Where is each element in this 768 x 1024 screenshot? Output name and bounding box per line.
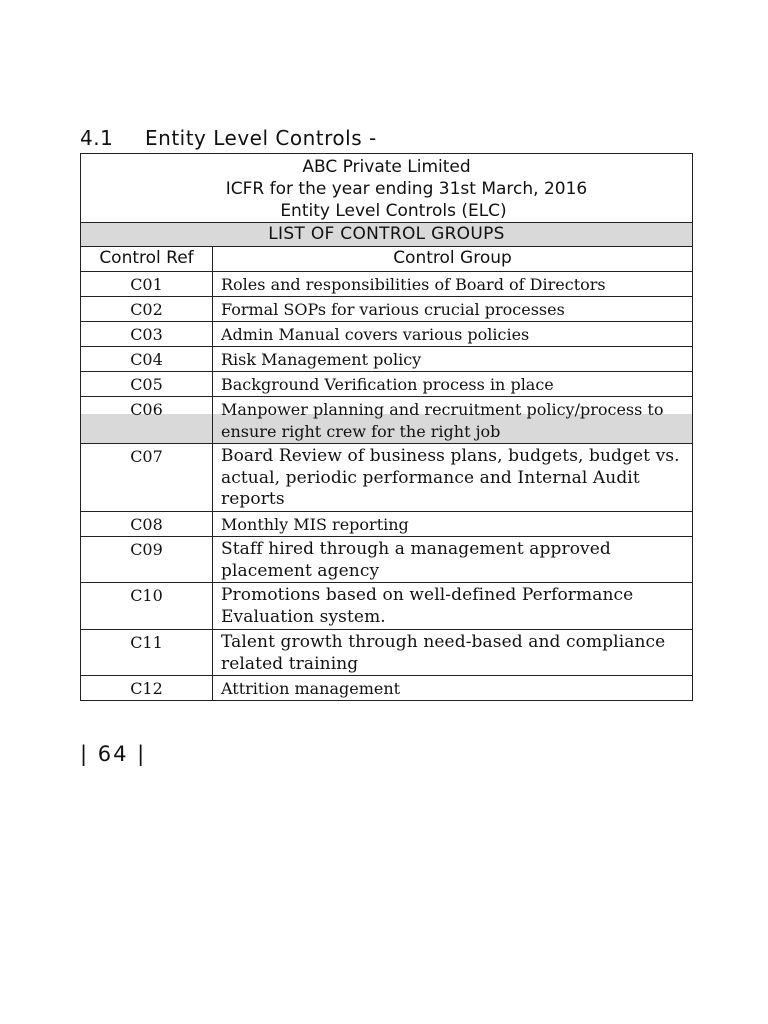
control-ref-cell: C10 xyxy=(81,583,213,630)
control-ref-cell: C09 xyxy=(81,537,213,583)
control-group-cell: Formal SOPs for various crucial processes xyxy=(213,297,693,322)
column-header-ref: Control Ref xyxy=(81,247,213,272)
table-row xyxy=(81,272,693,297)
company-name: ABC Private Limited xyxy=(302,157,471,177)
column-header-row xyxy=(81,247,693,272)
column-header-group: Control Group xyxy=(213,247,693,272)
table-row xyxy=(81,372,693,397)
table-row xyxy=(81,397,693,444)
page-number: | 64 | xyxy=(80,742,147,766)
control-group-cell: Talent growth through need-based and compliance related training xyxy=(213,630,693,676)
control-ref-cell: C08 xyxy=(81,512,213,537)
table-row xyxy=(81,630,693,676)
control-group-cell: Background Verification process in place xyxy=(213,372,693,397)
control-group-cell: Roles and responsibilities of Board of Directors xyxy=(213,272,693,297)
section-number: 4.1 xyxy=(80,126,114,150)
control-group-cell: Admin Manual covers various policies xyxy=(213,322,693,347)
control-ref-cell: C07 xyxy=(81,444,213,512)
control-group-cell: Risk Management policy xyxy=(213,347,693,372)
table-row xyxy=(81,512,693,537)
section-heading xyxy=(80,126,377,150)
control-group-cell: Manpower planning and recruitment policy/process to ensure right crew for the right job xyxy=(213,397,693,444)
table-row xyxy=(81,347,693,372)
control-ref-cell: C04 xyxy=(81,347,213,372)
control-ref-cell: C06 xyxy=(81,397,213,444)
control-ref-cell: C02 xyxy=(81,297,213,322)
band-row xyxy=(81,223,693,247)
list-band-title: LIST OF CONTROL GROUPS xyxy=(81,223,693,247)
table-row xyxy=(81,322,693,347)
table-row xyxy=(81,444,693,512)
section-title: Entity Level Controls - xyxy=(145,126,377,150)
control-group-cell: Board Review of business plans, budgets, budget vs. actual, periodic performance and Internal Audit reports xyxy=(213,444,693,512)
report-subtitle-2: Entity Level Controls (ELC) xyxy=(280,201,507,221)
table-title-cell xyxy=(81,154,693,223)
control-group-cell: Promotions based on well-defined Performance Evaluation system. xyxy=(213,583,693,630)
control-ref-cell: C01 xyxy=(81,272,213,297)
table-row xyxy=(81,537,693,583)
control-group-cell: Attrition management xyxy=(213,676,693,701)
table-row xyxy=(81,297,693,322)
table-row xyxy=(81,676,693,701)
report-subtitle: ICFR for the year ending 31st March, 2016 xyxy=(225,179,588,199)
table-title-row xyxy=(81,154,693,223)
control-ref-cell: C05 xyxy=(81,372,213,397)
control-ref-cell: C03 xyxy=(81,322,213,347)
control-ref-cell: C11 xyxy=(81,630,213,676)
control-ref-cell: C12 xyxy=(81,676,213,701)
control-groups-table xyxy=(80,153,693,701)
table-row xyxy=(81,583,693,630)
control-group-cell: Monthly MIS reporting xyxy=(213,512,693,537)
control-group-cell: Staff hired through a management approved placement agency xyxy=(213,537,693,583)
